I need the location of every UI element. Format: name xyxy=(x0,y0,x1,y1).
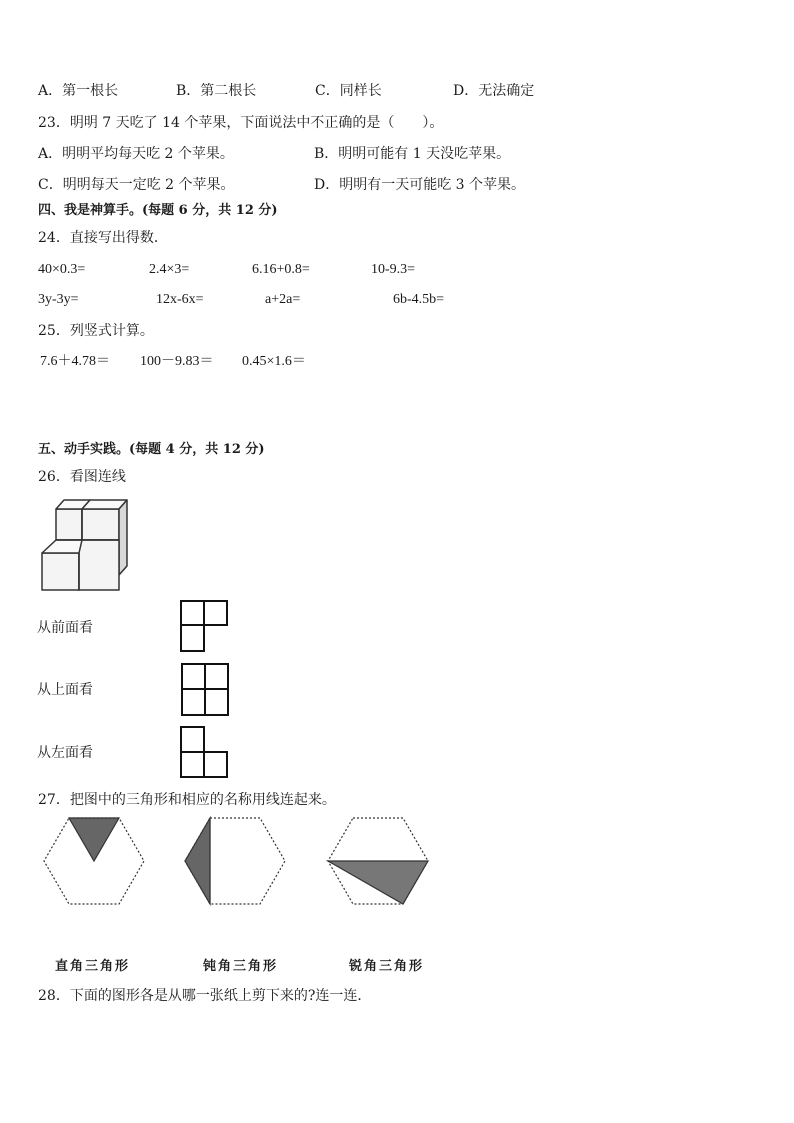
q26-stem: 26．看图连线 xyxy=(38,469,126,485)
q22-option-b: B．第二根长 xyxy=(176,83,257,99)
q28-stem: 28．下面的图形各是从哪一张纸上剪下来的?连一连． xyxy=(38,988,372,1004)
q27-stem: 27．把图中的三角形和相应的名称用线连起来。 xyxy=(38,792,336,808)
q24-expr: 6b-4.5b= xyxy=(393,292,445,307)
triangle-label-right: 直角三角形 xyxy=(55,959,131,974)
section4-title: 四、我是神算手。(每题 6 分，共 12 分) xyxy=(38,203,278,218)
section5-title: 五、动手实践。(每题 4 分，共 12 分) xyxy=(38,442,265,457)
view-figure-three-squares xyxy=(180,600,230,654)
q22-option-c: C．同样长 xyxy=(315,83,382,99)
hexagon-triangle-figure xyxy=(41,814,147,908)
q24-expr: 2.4×3= xyxy=(149,262,190,277)
q23-option-c: C．明明每天一定吃 2 个苹果。 xyxy=(38,177,235,193)
q24-stem: 24．直接写出得数． xyxy=(38,230,168,246)
q23-option-a: A．明明平均每天吃 2 个苹果。 xyxy=(38,146,234,162)
q24-expr: 10-9.3= xyxy=(371,262,416,277)
q24-expr: 40×0.3= xyxy=(38,262,86,277)
view-figure-l-shape xyxy=(180,726,230,780)
q23-option-b: B．明明可能有 1 天没吃苹果。 xyxy=(314,146,511,162)
cube-stack-figure xyxy=(38,496,138,596)
q22-option-d: D．无法确定 xyxy=(453,83,535,99)
q24-expr: 12x-6x= xyxy=(156,292,204,307)
hexagon-triangle-figure xyxy=(182,814,288,908)
q25-expr: 7.6＋4.78＝ xyxy=(40,354,110,369)
view-figure-four-squares xyxy=(181,663,231,717)
triangle-label-obtuse: 钝角三角形 xyxy=(203,959,279,974)
view-label-front: 从前面看 xyxy=(37,620,93,636)
q23-option-d: D．明明有一天可能吃 3 个苹果。 xyxy=(314,177,526,193)
q23-stem: 23．明明 7 天吃了 14 个苹果，下面说法中不正确的是（ ）。 xyxy=(38,115,444,131)
q25-stem: 25．列竖式计算。 xyxy=(38,323,154,339)
view-label-top: 从上面看 xyxy=(37,682,93,698)
hexagon-triangle-figure xyxy=(325,814,431,908)
q24-expr: 3y-3y= xyxy=(38,292,79,307)
view-label-left: 从左面看 xyxy=(37,745,93,761)
q25-expr: 100－9.83＝ xyxy=(140,354,214,369)
triangle-label-acute: 锐角三角形 xyxy=(349,959,425,974)
q22-option-a: A．第一根长 xyxy=(38,83,119,99)
q24-expr: a+2a= xyxy=(265,292,301,307)
q24-expr: 6.16+0.8= xyxy=(252,262,310,277)
q25-expr: 0.45×1.6＝ xyxy=(242,354,306,369)
